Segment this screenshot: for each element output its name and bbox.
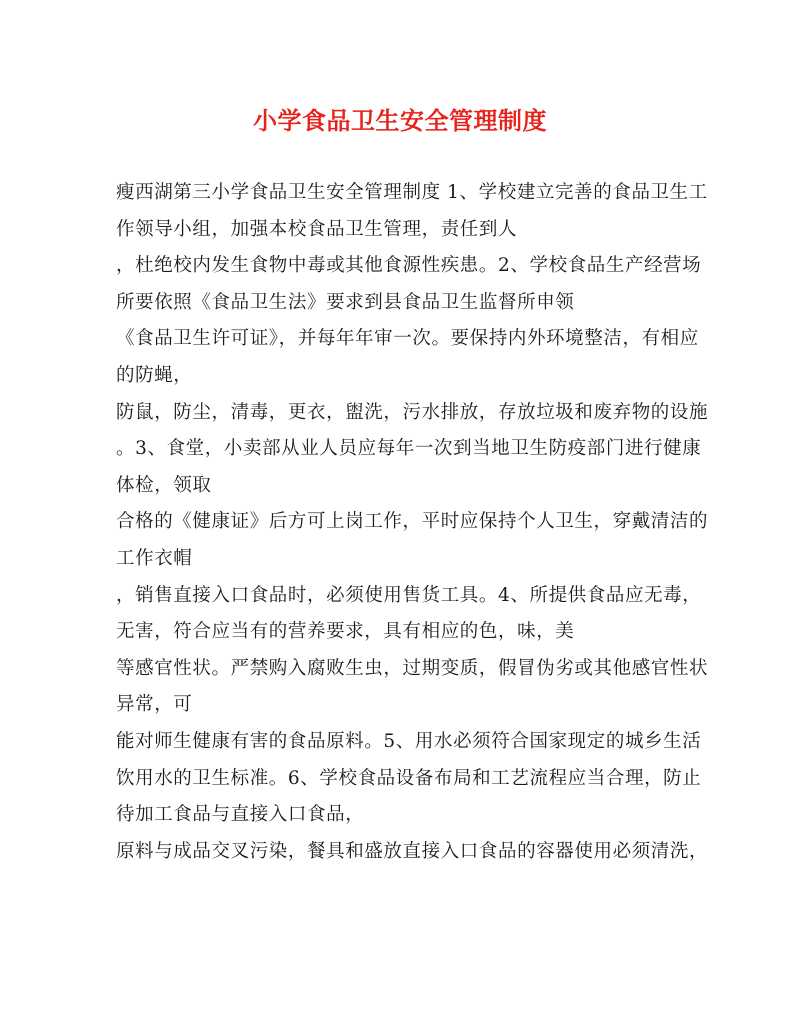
body-line: 工作衣帽 [116,547,193,569]
body-line: 的防蝇， [116,364,193,386]
body-line: 《食品卫生许可证》，并每年年审一次。要保持内外环境整洁，有相应 [116,328,699,350]
body-line: 无害，符合应当有的营养要求，具有相应的色，味，美 [116,621,575,643]
body-line: 瘦西湖第三小学食品卫生安全管理制度 1、学校建立完善的食品卫生工 [116,182,708,203]
body-line: 。3、食堂，小卖部从业人员应每年一次到当地卫生防疫部门进行健康 [116,438,702,460]
body-line: ，杜绝校内发生食物中毒或其他食源性疾患。2、学校食品生产经营场 [116,255,702,277]
body-line: 原料与成品交叉污染，餐具和盛放直接入口食品的容器使用必须清洗， [116,840,709,862]
body-line: 所要依照《食品卫生法》要求到县食品卫生监督所申领 [116,291,575,313]
body-line: 防鼠，防尘，清毒，更衣，盥洗，污水排放，存放垃圾和废弃物的设施 [116,401,709,423]
document-body [116,175,709,870]
body-line: 异常，可 [116,694,193,716]
body-line: 作领导小组，加强本校食品卫生管理，责任到人 [116,218,518,240]
body-line: 体检，领取 [116,474,212,496]
body-line: 待加工食品与直接入口食品， [116,804,365,826]
body-line: 饮用水的卫生标准。6、学校食品设备布局和工艺流程应当合理，防止 [116,767,702,789]
body-line: 等感官性状。严禁购入腐败生虫，过期变质，假冒伪劣或其他感官性状 [116,657,709,679]
page-title: 小学食品卫生安全管理制度 [253,106,547,135]
body-line: 能对师生健康有害的食品原料。5、用水必须符合国家现定的城乡生活 [116,730,702,752]
body-line: 合格的《健康证》后方可上岗工作，平时应保持个人卫生，穿戴清洁的 [116,511,709,533]
body-line: ，销售直接入口食品时，必须使用售货工具。4、所提供食品应无毒， [116,584,702,606]
